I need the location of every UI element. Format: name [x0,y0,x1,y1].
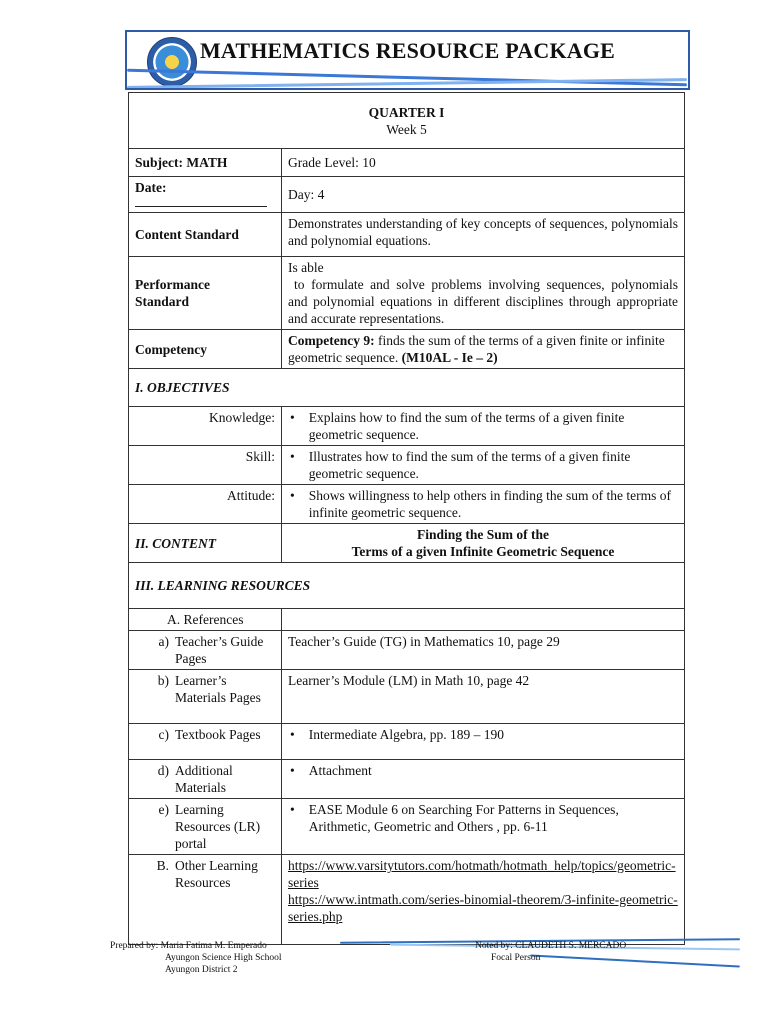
tg-value: Teacher’s Guide (TG) in Mathematics 10, page 29 [282,631,685,670]
content-topic [282,524,685,563]
noted-by-block [475,940,626,964]
content-topic-line2: Terms of a given Infinite Geometric Sequence [351,544,615,559]
additional-label: Additional Materials [175,763,233,795]
other-resources-links [282,855,685,945]
subject-label: Subject: MATH [129,149,282,177]
quarter-title: QUARTER I [368,104,445,120]
date-cell [129,177,282,213]
performance-label-line2: Standard [135,294,190,309]
textbook-label-cell [129,724,282,760]
lr-portal-letter: e) [158,802,169,817]
attitude-label: Attitude: [129,485,282,524]
lr-portal-label: Learning Resources (LR) portal [175,802,261,851]
content-standard-text: Demonstrates understanding of key concepts of sequences, polynomials and polynomial equations. [282,213,685,257]
content-heading: II. CONTENT [129,524,282,563]
intmath-link[interactable]: https://www.intmath.com/series-binomial-theorem/3-infinite-geometric-series.php [288,892,678,924]
lr-portal-label-cell [129,799,282,855]
prepared-by: Prepared by: Maria Fatima M. Emperado [110,941,267,951]
knowledge-text: Explains how to find the sum of the terms of a given finite geometric sequence. [308,410,625,442]
performance-standard-text [282,257,685,330]
other-resources-label: Other Learning Resources [175,858,258,890]
attitude-cell: • Shows willingness to help others in finding the sum of the terms of infinite geometric sequence. [282,485,685,524]
school-name: Ayungon Science High School [165,953,282,963]
performance-standard-label [129,257,282,330]
competency-body: finds the sum of the terms of a given finite or infinite geometric sequence. [288,333,665,365]
lm-value: Learner’s Module (LM) in Math 10, page 42 [282,670,685,724]
performance-label-line1: Performance [135,277,210,292]
knowledge-cell: • Explains how to find the sum of the terms of a given finite geometric sequence. [282,407,685,446]
lr-portal-cell: • EASE Module 6 on Searching For Patterns in Sequences, Arithmetic, Geometric and Others , pp. 6-11 [282,799,685,855]
lm-label: Learner’s Materials Pages [175,673,261,705]
varsitytutors-link[interactable]: https://www.varsitytutors.com/hotmath/hotmath_help/topics/geometric-series [288,858,676,890]
competency-prefix: Competency 9: [288,333,375,348]
other-resources-label-cell [129,855,282,945]
objectives-heading: I. OBJECTIVES [129,369,685,407]
competency-code: (M10AL - Ie – 2) [401,350,498,365]
date-label: Date: [135,180,167,195]
page-header [125,30,690,90]
additional-label-cell [129,760,282,799]
additional-letter: d) [157,763,169,778]
page-title: MATHEMATICS RESOURCE PACKAGE [199,38,616,63]
lesson-plan-table [128,92,685,945]
lm-label-cell [129,670,282,724]
content-standard-label: Content Standard [129,213,282,257]
competency-text [282,330,685,369]
skill-cell: • Illustrates how to find the sum of the terms of a given finite geometric sequence. [282,446,685,485]
page-footer [110,940,750,1020]
tg-letter: a) [158,634,169,649]
skill-text: Illustrates how to find the sum of the terms of a given finite geometric sequence. [308,449,631,481]
knowledge-label: Knowledge: [129,407,282,446]
competency-label: Competency [129,330,282,369]
resources-heading: III. LEARNING RESOURCES [129,563,685,609]
tg-label-cell [129,631,282,670]
textbook-label: Textbook Pages [175,727,261,742]
district-name: Ayungon District 2 [165,965,238,975]
lr-portal-value: EASE Module 6 on Searching For Patterns in Sequences, Arithmetic, Geometric and Others , pp. 6-11 [308,802,619,834]
textbook-value: Intermediate Algebra, pp. 189 – 190 [308,727,505,742]
prepared-by-block [110,940,282,976]
focal-person: Focal Person [491,953,541,963]
date-underline [135,196,267,207]
textbook-cell: • Intermediate Algebra, pp. 189 – 190 [282,724,685,760]
attitude-text: Shows willingness to help others in finding the sum of the terms of infinite geometric sequence. [308,488,671,520]
other-resources-letter: B. [156,858,169,873]
lm-letter: b) [157,673,169,688]
day-label: Day: 4 [282,177,685,213]
skill-label: Skill: [129,446,282,485]
noted-by: Noted by: CLAUDETH S. MERCADO [475,941,627,951]
references-empty [282,609,685,631]
performance-line2: to formulate and solve problems involving sequences, polynomials and polynomial equations in different disciplines through appropriate and accurate representations. [288,277,678,326]
quarter-cell [129,93,685,149]
tg-label: Teacher’s Guide Pages [175,634,264,666]
week-label: Week 5 [386,121,427,137]
additional-value: Attachment [308,763,372,778]
performance-line1: Is able [288,260,324,275]
references-label: A. References [129,609,282,631]
additional-cell: • Attachment [282,760,685,799]
content-topic-line1: Finding the Sum of the [416,527,550,542]
grade-level: Grade Level: 10 [282,149,685,177]
textbook-letter: c) [158,727,169,742]
